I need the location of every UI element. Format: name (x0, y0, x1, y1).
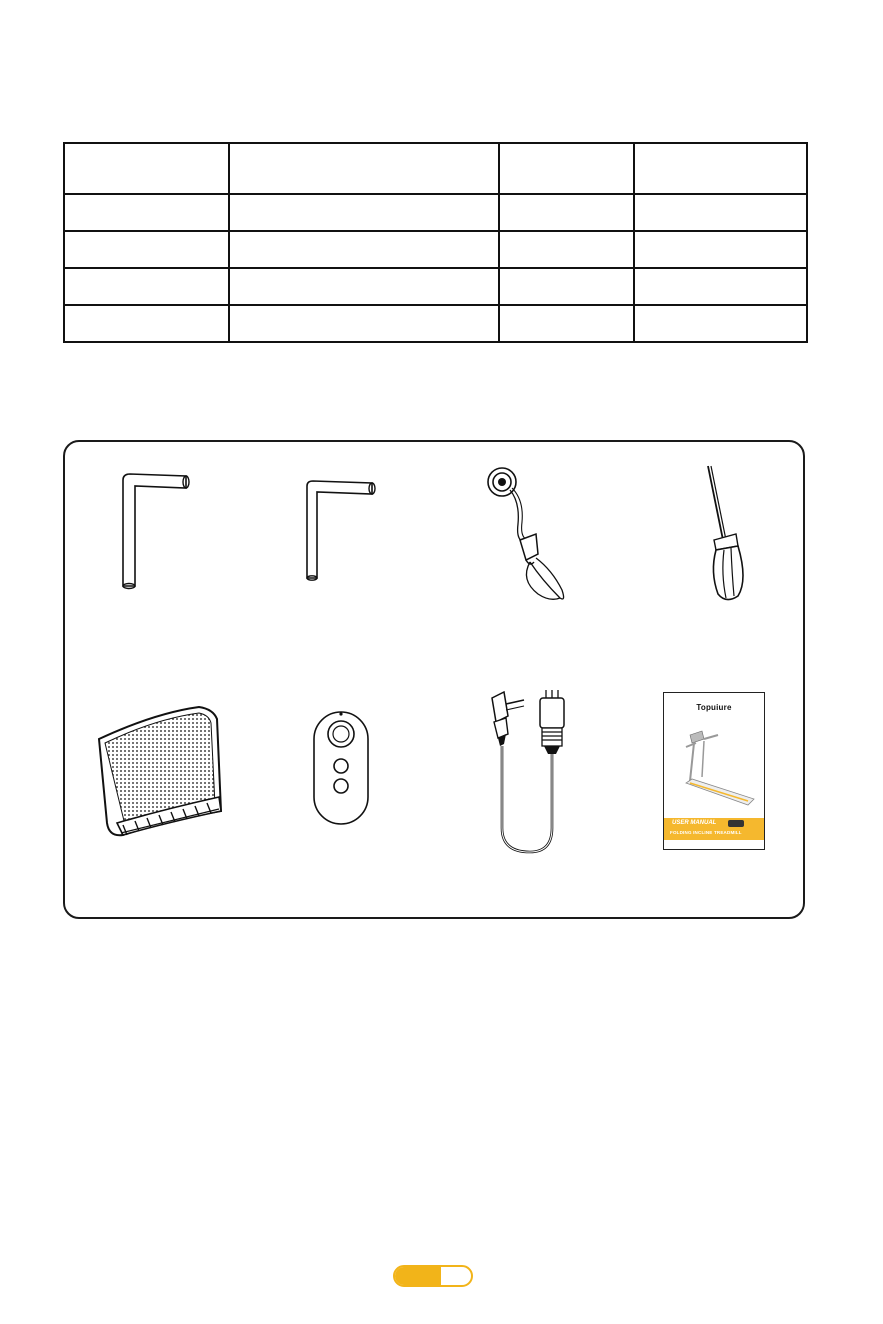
manual-brand: Topuiure (696, 703, 732, 712)
remote-control-icon (310, 708, 372, 828)
table-cell (499, 194, 634, 231)
allen-key-large-icon (118, 472, 198, 592)
user-manual-icon (663, 692, 765, 850)
table-cell (499, 231, 634, 268)
power-cord-icon (482, 688, 582, 856)
table-cell (634, 143, 807, 194)
table-cell (64, 194, 229, 231)
table-cell (229, 194, 499, 231)
spec-table (63, 142, 808, 343)
table-cell (64, 231, 229, 268)
table-cell (499, 268, 634, 305)
table-row (64, 231, 807, 268)
table-cell (499, 143, 634, 194)
table-cell (64, 268, 229, 305)
table-cell (229, 305, 499, 342)
manual-subtitle: FOLDING INCLINE TREADMILL (670, 830, 742, 835)
table-row (64, 194, 807, 231)
allen-key-small-icon (302, 478, 382, 588)
table-row (64, 268, 807, 305)
page-indicator-fill (395, 1267, 441, 1285)
table-cell (229, 231, 499, 268)
table-cell (634, 305, 807, 342)
table-cell (64, 143, 229, 194)
table-cell (499, 305, 634, 342)
manual-model-badge (728, 820, 744, 827)
safety-key-icon (480, 462, 580, 607)
manual-title: USER MANUAL (672, 820, 717, 826)
table-cell (229, 143, 499, 194)
treadmill-image (674, 721, 758, 813)
manual-cover-band (664, 818, 764, 840)
page-indicator (393, 1265, 473, 1287)
phone-holder-icon (95, 705, 225, 837)
table-row (64, 305, 807, 342)
screwdriver-icon (690, 462, 750, 604)
table-cell (634, 268, 807, 305)
table-cell (229, 268, 499, 305)
table-cell (634, 231, 807, 268)
table-row (64, 143, 807, 194)
table-cell (634, 194, 807, 231)
table-cell (64, 305, 229, 342)
